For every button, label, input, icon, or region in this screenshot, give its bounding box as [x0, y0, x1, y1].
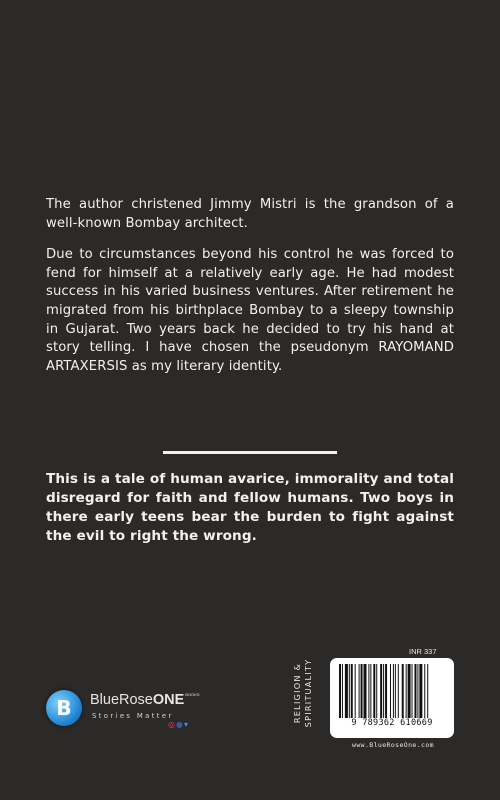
facebook-icon: ● — [175, 720, 183, 729]
genre-line-2: SPIRITUALITY — [303, 658, 313, 728]
publisher-tagline: Stories Matter — [92, 712, 174, 720]
price-label: INR 337 — [409, 647, 437, 656]
isbn-number: 9 789362 610669 — [351, 718, 433, 728]
publisher-website: www.BlueRoseOne.com — [352, 741, 434, 749]
book-blurb: This is a tale of human avarice, immorality and total disregard for faith and fellow humans. Two boys in there early teens bear the burden to fight against the evil to right the wrong. — [46, 471, 454, 544]
genre-label — [292, 658, 314, 728]
genre-line-1: RELIGION & — [292, 662, 302, 724]
logo-letter: B — [56, 696, 72, 720]
social-icons — [168, 720, 189, 729]
bio-paragraph-2: Due to circumstances beyond his control he was forced to fend for himself at a relatively early age. He had modest success in his varied business ventures. After retirement he migrated from his birthplace Bombay to a sleepy township in Gujarat. Two years back he decided to try his hand at story telling. I have chosen the pseudonym RAYOMAND ARTAXERSIS as my literary identity. — [46, 247, 454, 374]
twitter-icon: ▾ — [183, 720, 188, 729]
publisher-name-main: BlueRose — [90, 692, 153, 708]
publisher-name — [90, 692, 200, 708]
barcode-bars — [339, 664, 445, 718]
publisher-name-suffix: BOOKS — [185, 692, 200, 697]
bio-paragraph-1: The author christened Jimmy Mistri is the grandson of a well-known Bombay architect. — [46, 197, 454, 231]
publisher-name-accent: ONE — [152, 692, 185, 708]
divider-line — [163, 451, 337, 454]
instagram-icon: ◎ — [168, 720, 175, 729]
author-bio — [46, 196, 454, 389]
barcode — [330, 658, 454, 738]
